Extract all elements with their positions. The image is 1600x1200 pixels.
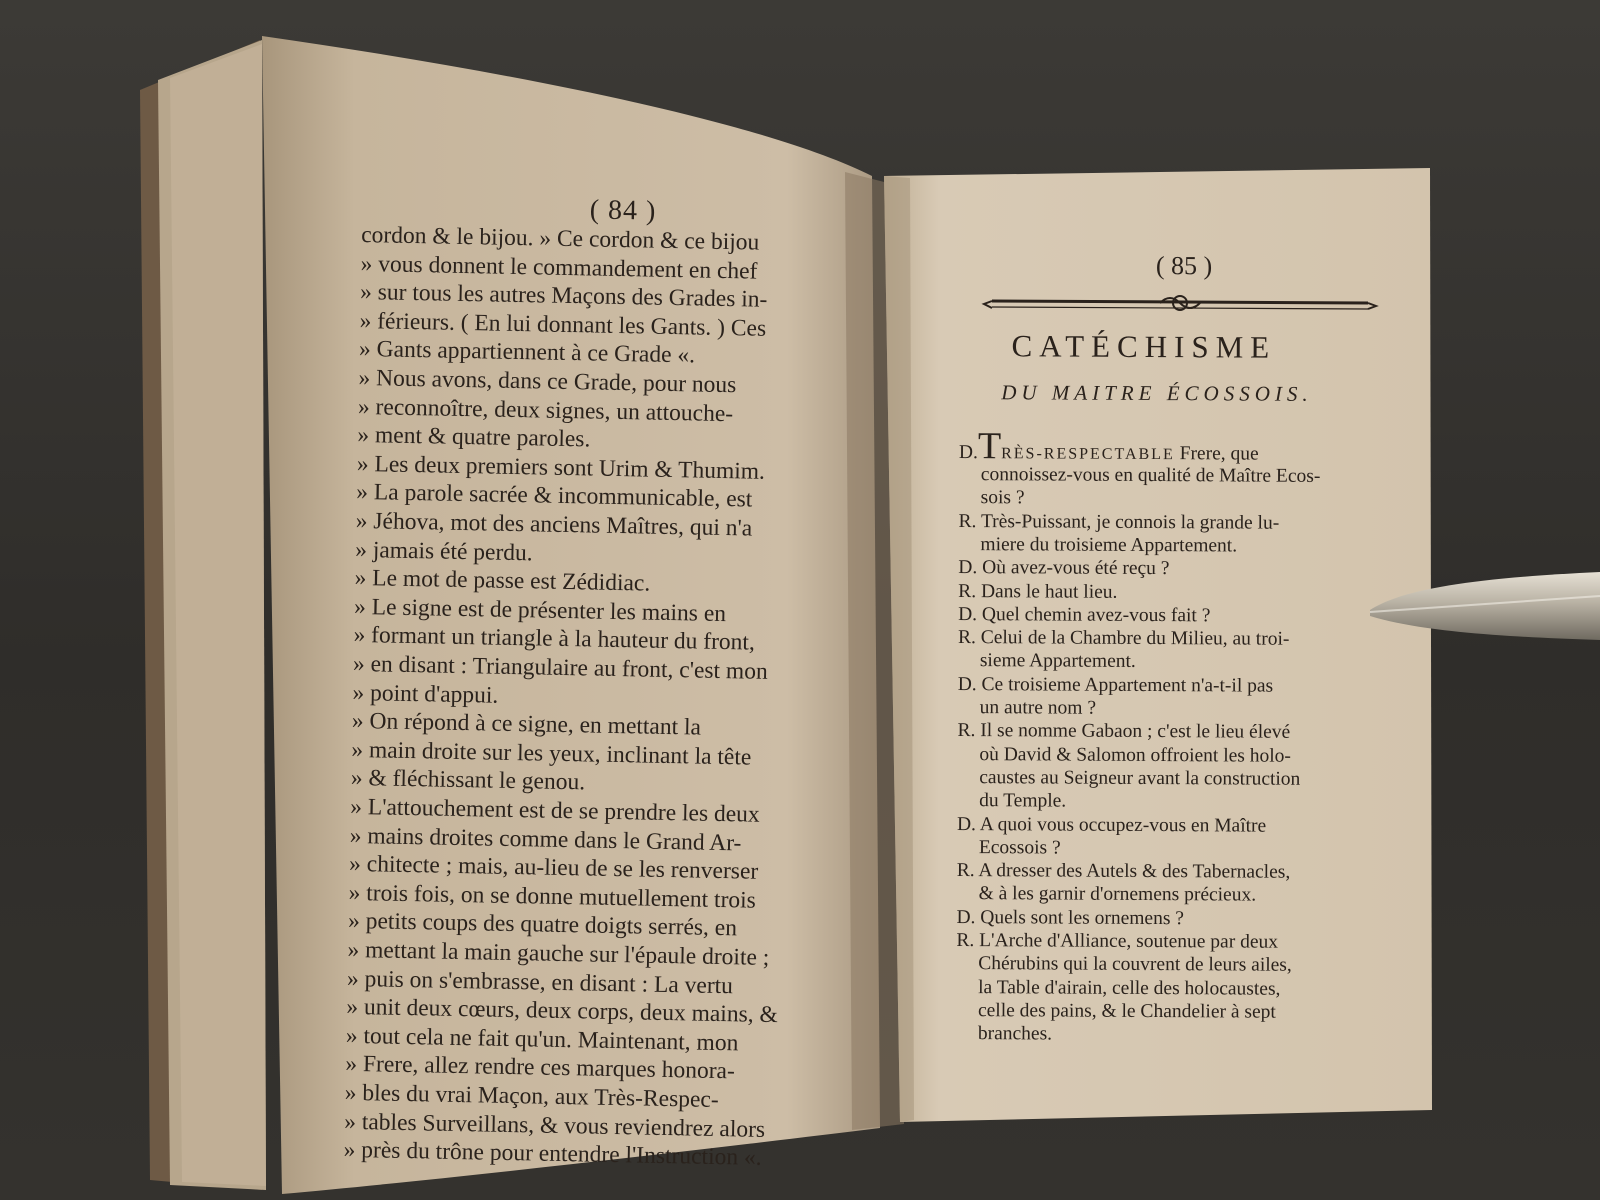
text-line: » sur tous les autres Maçons des Grades in- bbox=[359, 279, 768, 313]
text-line: R. Celui de la Chambre du Milieu, au troi- bbox=[957, 627, 1290, 650]
text-line: » tables Surveillans, & vous reviendrez alors bbox=[343, 1108, 766, 1143]
text-line: » Le signe est de présenter les mains en bbox=[353, 593, 727, 627]
text-line: » La parole sacrée & incommunicable, est bbox=[356, 479, 753, 513]
text-line: D. A quoi vous occupez-vous en Maître bbox=[956, 813, 1267, 837]
text-line: » mettant la main gauche sur l'épaule droite ; bbox=[347, 936, 770, 971]
text-line: » trois fois, on se donne mutuellement trois bbox=[348, 879, 757, 914]
page-number-left: ( 84 ) bbox=[589, 194, 657, 227]
text-line: » On répond à ce signe, en mettant la bbox=[351, 708, 702, 741]
text-line: » chitecte ; mais, au-lieu de se les renverser bbox=[348, 851, 759, 885]
text-line: où David & Salomon offroient les holo- bbox=[979, 743, 1292, 767]
text-line: celle des pains, & le Chandelier à sept bbox=[977, 999, 1276, 1023]
text-line: R. Dans le haut lieu. bbox=[958, 580, 1118, 603]
text-line: » unit deux cœurs, deux corps, deux mains, & bbox=[346, 994, 779, 1029]
text-line: & à les garnir d'ornemens précieux. bbox=[978, 883, 1257, 906]
text-line: D. Ce troisieme Appartement n'a-t-il pas bbox=[957, 673, 1274, 697]
text-line: » jamais été perdu. bbox=[354, 536, 533, 566]
text-line: » Frere, allez rendre ces marques honora- bbox=[345, 1051, 736, 1085]
speaker-label: D. bbox=[958, 441, 978, 464]
chapter-title: CATÉCHISME bbox=[1011, 328, 1277, 365]
text-line: » formant un triangle à la hauteur du front, bbox=[353, 622, 756, 657]
text-line: du Temple. bbox=[979, 790, 1067, 812]
drop-cap: T bbox=[977, 425, 1002, 468]
text-line: connoissez-vous en qualité de Maître Ecos- bbox=[980, 464, 1321, 487]
text-line: » & fléchissant le genou. bbox=[350, 765, 586, 796]
text-line: » Gants appartiennent à ce Grade «. bbox=[358, 336, 696, 369]
text-line: » près du trône pour entendre l'Instruction «. bbox=[343, 1137, 762, 1172]
text-line: cordon & le bijou. » Ce cordon & ce bijou bbox=[361, 221, 760, 256]
small-caps-text: RÈS-RESPECTABLE bbox=[1001, 445, 1175, 464]
text-line: R. Il se nomme Gabaon ; c'est le lieu élevé bbox=[957, 720, 1291, 744]
text-line: D. Quels sont les ornemens ? bbox=[956, 906, 1185, 929]
text-line: » Jéhova, mot des anciens Maîtres, qui n'a bbox=[355, 507, 753, 542]
text-line: branches. bbox=[977, 1023, 1053, 1045]
text-line: un autre nom ? bbox=[979, 697, 1097, 719]
text-line: » ment & quatre paroles. bbox=[357, 422, 591, 453]
text-line: R. A dresser des Autels & des Tabernacles, bbox=[956, 860, 1291, 883]
text-line: » petits coups des quatre doigts serrés, en bbox=[347, 908, 738, 942]
text-line: » Le mot de passe est Zédidiac. bbox=[354, 565, 651, 597]
text-line: » tout cela ne fait qu'un. Maintenant, mon bbox=[345, 1022, 739, 1057]
text-line: sois ? bbox=[980, 487, 1025, 509]
text-line: Chérubins qui la couvrent de leurs ailes, bbox=[978, 953, 1292, 977]
page-number-right: ( 85 ) bbox=[1155, 251, 1213, 281]
text-line: » main droite sur les yeux, inclinant la tête bbox=[351, 736, 752, 771]
text-line: » en disant : Triangulaire au front, c'est mon bbox=[352, 650, 768, 685]
text-line: » point d'appui. bbox=[352, 679, 499, 709]
text-line: D. Où avez-vous été reçu ? bbox=[958, 557, 1170, 580]
text-line: sieme Appartement. bbox=[979, 650, 1136, 673]
text-line: D. Quel chemin avez-vous fait ? bbox=[958, 603, 1211, 627]
text-line: Ecossois ? bbox=[978, 836, 1061, 859]
text-line: » bles du vrai Maçon, aux Très-Respec- bbox=[344, 1079, 719, 1114]
text-line: » férieurs. ( En lui donnant les Gants. ) Ces bbox=[359, 307, 767, 342]
text-line: » puis on s'embrasse, en disant : La vertu bbox=[346, 965, 734, 999]
text-line: R. L'Arche d'Alliance, soutenue par deux bbox=[956, 929, 1279, 953]
text-line: » mains droites comme dans le Grand Ar- bbox=[349, 822, 742, 856]
text-line: caustes au Seigneur avant la construction bbox=[979, 766, 1301, 790]
text-line: » vous donnent le commandement en chef bbox=[360, 250, 758, 285]
text-line: » Les deux premiers sont Urim & Thumim. bbox=[356, 450, 766, 485]
text-line: miere du troisieme Appartement. bbox=[980, 534, 1238, 557]
text-line: » Nous avons, dans ce Grade, pour nous bbox=[358, 364, 737, 399]
chapter-subtitle: DU MAITRE ÉCOSSOIS. bbox=[1001, 380, 1313, 406]
text-line bbox=[958, 425, 1259, 468]
text-line: » reconnoître, deux signes, un attouche- bbox=[357, 393, 734, 427]
line-rest: Frere, que bbox=[1179, 443, 1259, 465]
text-line: R. Très-Puissant, je connois la grande lu- bbox=[958, 510, 1280, 534]
text-line: » L'attouchement est de se prendre les deux bbox=[350, 793, 760, 828]
text-line: la Table d'airain, celle des holocaustes, bbox=[978, 976, 1281, 1000]
